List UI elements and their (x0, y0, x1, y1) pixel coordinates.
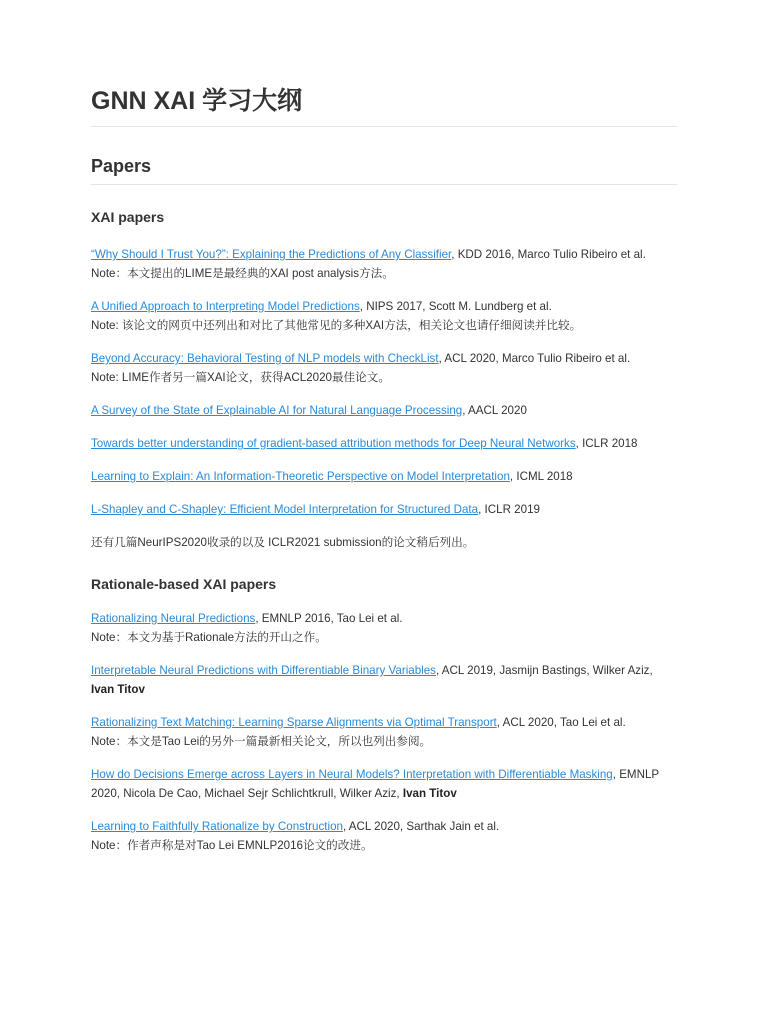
paper-note: Note：本文为基于Rationale方法的开山之作。 (91, 631, 327, 644)
paper-link[interactable]: Rationalizing Text Matching: Learning Sparse Alignments via Optimal Transport (91, 716, 497, 729)
paper-link[interactable]: Learning to Faithfully Rationalize by Construction (91, 820, 343, 833)
paper-note: Note：作者声称是对Tao Lei EMNLP2016论文的改进。 (91, 839, 373, 852)
paper-info: , ACL 2020, Tao Lei et al. (496, 716, 626, 729)
paper-link[interactable]: A Survey of the State of Explainable AI for Natural Language Processing (91, 404, 463, 417)
paper-link[interactable]: Towards better understanding of gradient-based attribution methods for Deep Neural Networks (91, 437, 576, 450)
paper-note: Note: LIME作者另一篇XAI论文，获得ACL2020最佳论文。 (91, 371, 390, 384)
paper-link[interactable]: A Unified Approach to Interpreting Model Predictions (91, 300, 360, 313)
section-heading-papers: Papers (91, 153, 677, 185)
paper-info: , NIPS 2017, Scott M. Lundberg et al. (359, 300, 552, 313)
paper-entry (91, 817, 677, 855)
paper-link[interactable]: L-Shapley and C-Shapley: Efficient Model Interpretation for Structured Data (91, 503, 479, 516)
paper-link[interactable]: Learning to Explain: An Information-Theoretic Perspective on Model Interpretation (91, 470, 510, 483)
paper-link[interactable]: Beyond Accuracy: Behavioral Testing of NLP models with CheckList (91, 352, 439, 365)
paper-link[interactable]: Rationalizing Neural Predictions (91, 612, 256, 625)
paper-info: , AACL 2020 (462, 404, 527, 417)
paper-note: Note：本文是Tao Lei的另外一篇最新相关论文，所以也列出参阅。 (91, 735, 432, 748)
paper-author-bold: Ivan Titov (402, 787, 457, 800)
paper-info: , ACL 2019, Jasmijn Bastings, Wilker Aziz, (435, 664, 653, 677)
paper-entry (91, 434, 677, 453)
paper-entry (91, 401, 677, 420)
xai-footer-text: 还有几篇NeurIPS2020收录的以及 ICLR2021 submission的论文稍后列出。 (91, 536, 475, 549)
paper-info: , EMNLP 2016, Tao Lei et al. (255, 612, 403, 625)
paper-info: , KDD 2016, Marco Tulio Ribeiro et al. (451, 248, 646, 261)
paper-entry (91, 245, 677, 283)
paper-link[interactable]: “Why Should I Trust You?”: Explaining the Predictions of Any Classifier (91, 248, 452, 261)
paper-author-bold: Ivan Titov (91, 683, 145, 696)
paper-info: , ICLR 2018 (575, 437, 638, 450)
subsection-heading-xai-papers: XAI papers (91, 209, 165, 225)
paper-info: , EMNLP 2020, Nicola De Cao, Michael Sejr Schlichtkrull, Wilker Aziz, (91, 768, 659, 800)
paper-entry (91, 765, 677, 803)
paper-note: Note：本文提出的LIME是最经典的XAI post analysis方法。 (91, 267, 394, 280)
paper-link[interactable]: How do Decisions Emerge across Layers in Neural Models? Interpretation with Differentiable Masking (91, 768, 613, 781)
xai-paper-list (91, 245, 677, 552)
paper-info: , ACL 2020, Sarthak Jain et al. (342, 820, 500, 833)
paper-entry (91, 349, 677, 387)
paper-link[interactable]: Interpretable Neural Predictions with Differentiable Binary Variables (91, 664, 436, 677)
paper-note: Note: 该论文的网页中还列出和对比了其他常见的多种XAI方法，相关论文也请仔细阅读并比较。 (91, 319, 582, 332)
subsection-heading-rationale: Rationale-based XAI papers (91, 576, 277, 592)
paper-info: , ICML 2018 (509, 470, 573, 483)
paper-info: , ACL 2020, Marco Tulio Ribeiro et al. (438, 352, 631, 365)
paper-entry (91, 713, 677, 751)
paper-info: , ICLR 2019 (478, 503, 540, 516)
paper-entry (91, 467, 677, 486)
rationale-paper-list (91, 609, 677, 855)
paper-entry (91, 297, 677, 335)
paper-entry (91, 500, 677, 519)
page-title: GNN XAI 学习大纲 (91, 84, 677, 127)
paper-entry (91, 609, 677, 647)
paper-entry (91, 661, 677, 699)
